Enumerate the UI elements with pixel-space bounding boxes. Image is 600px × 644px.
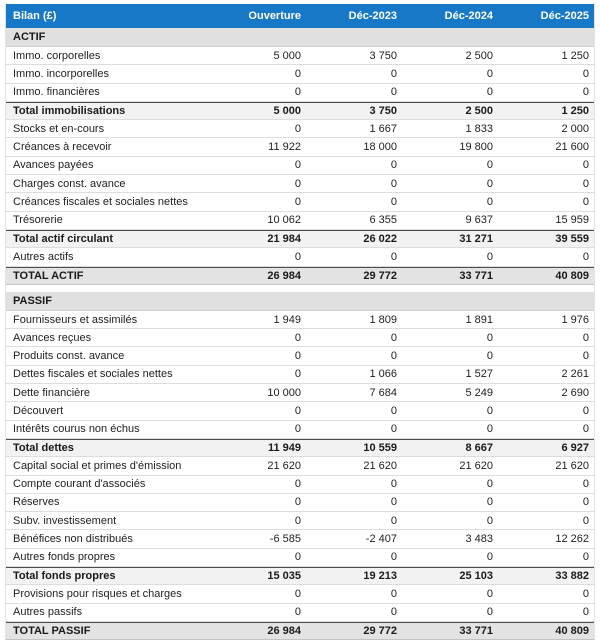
cell-value: 0: [294, 177, 301, 190]
row-label: TOTAL ACTIF: [13, 269, 84, 282]
table-row: [6, 494, 594, 512]
column-header: Déc-2024: [444, 10, 493, 22]
table-row: [6, 476, 594, 494]
row-label: Total immobilisations: [13, 105, 126, 118]
cell-value: 0: [390, 404, 397, 417]
cell-value: 5 000: [273, 105, 301, 118]
cell-value: 10 062: [267, 214, 301, 227]
row-label: Dette financière: [13, 386, 91, 399]
row-label: Total actif circulant: [13, 233, 114, 246]
row-label: Avances reçues: [13, 331, 92, 344]
row-label: Stocks et en-cours: [13, 122, 105, 135]
table-row: [6, 384, 594, 402]
cell-value: 0: [486, 159, 493, 172]
cell-value: 0: [294, 86, 301, 99]
cell-value: 40 809: [555, 269, 589, 282]
row-label: TOTAL PASSIF: [13, 625, 91, 638]
cell-value: 0: [582, 551, 589, 564]
cell-value: -2 407: [365, 533, 397, 546]
cell-value: 2 500: [465, 49, 493, 62]
cell-value: 18 000: [363, 141, 397, 154]
cell-value: 0: [582, 423, 589, 436]
cell-value: 12 262: [555, 533, 589, 546]
row-label: Autres actifs: [13, 250, 74, 263]
cell-value: 0: [390, 86, 397, 99]
table-row: [6, 622, 594, 640]
cell-value: 0: [486, 551, 493, 564]
cell-value: 3 750: [369, 49, 397, 62]
cell-value: 0: [582, 404, 589, 417]
cell-value: 0: [486, 86, 493, 99]
row-label: Créances fiscales et sociales nettes: [13, 196, 188, 209]
cell-value: 0: [294, 423, 301, 436]
column-header: Déc-2023: [348, 10, 397, 22]
cell-value: 0: [390, 514, 397, 527]
cell-value: 15 035: [267, 570, 301, 583]
cell-value: 8 667: [465, 442, 493, 455]
cell-value: 21 984: [267, 233, 301, 246]
table-row: [6, 193, 594, 211]
cell-value: 5 249: [465, 386, 493, 399]
cell-value: 0: [582, 159, 589, 172]
cell-value: 11 922: [268, 141, 301, 154]
cell-value: 0: [486, 423, 493, 436]
cell-value: 0: [582, 196, 589, 209]
cell-value: 0: [486, 350, 493, 363]
cell-value: 21 620: [363, 459, 397, 472]
cell-value: 0: [390, 331, 397, 344]
cell-value: 0: [486, 514, 493, 527]
cell-value: 0: [486, 67, 493, 80]
cell-value: 0: [390, 606, 397, 619]
table-row: [6, 439, 594, 457]
row-label: Charges const. avance: [13, 177, 126, 190]
table-row: [6, 585, 594, 603]
cell-value: 0: [294, 368, 301, 381]
cell-value: 6 355: [369, 214, 397, 227]
row-label: Compte courant d'associés: [13, 478, 146, 491]
cell-value: 0: [486, 196, 493, 209]
table-row: [6, 311, 594, 329]
balance-sheet: [5, 4, 595, 640]
row-label: Découvert: [13, 404, 64, 417]
cell-value: 10 559: [363, 442, 397, 455]
cell-value: 6 927: [561, 442, 589, 455]
cell-value: 0: [294, 496, 301, 509]
table-header-row: [6, 4, 594, 28]
table-row: [6, 402, 594, 420]
cell-value: 0: [390, 423, 397, 436]
cell-value: 7 684: [369, 386, 397, 399]
cell-value: 0: [582, 177, 589, 190]
cell-value: 0: [486, 250, 493, 263]
cell-value: 3 483: [465, 533, 493, 546]
table-row: [6, 457, 594, 475]
table-row: [6, 212, 594, 230]
cell-value: 19 213: [363, 570, 397, 583]
table-row: [6, 549, 594, 567]
table-row: [6, 366, 594, 384]
row-label: Dettes fiscales et sociales nettes: [13, 368, 173, 381]
cell-value: 31 271: [459, 233, 493, 246]
cell-value: 0: [582, 331, 589, 344]
cell-value: 0: [486, 496, 493, 509]
row-label: Produits const. avance: [13, 350, 125, 363]
cell-value: 1 809: [369, 313, 397, 326]
cell-value: 5 000: [273, 49, 301, 62]
cell-value: 0: [486, 404, 493, 417]
cell-value: 11 949: [267, 442, 301, 455]
table-row: [6, 604, 594, 622]
cell-value: 0: [294, 350, 301, 363]
section-spacer: [6, 285, 594, 292]
table-row: [6, 230, 594, 248]
row-label: Autres fonds propres: [13, 551, 116, 564]
cell-value: 1 250: [561, 49, 589, 62]
table-body: [6, 28, 594, 640]
cell-value: 0: [390, 587, 397, 600]
table-row: [6, 512, 594, 530]
cell-value: 0: [486, 587, 493, 600]
table-row: [6, 84, 594, 102]
cell-value: 26 022: [363, 233, 397, 246]
cell-value: 2 500: [465, 105, 493, 118]
cell-value: 3 750: [369, 105, 397, 118]
cell-value: 0: [294, 404, 301, 417]
row-label: Immo. corporelles: [13, 49, 101, 62]
cell-value: 1 976: [561, 313, 589, 326]
cell-value: 21 620: [555, 459, 589, 472]
cell-value: 0: [294, 514, 301, 527]
cell-value: 33 771: [459, 269, 493, 282]
cell-value: 0: [390, 478, 397, 491]
cell-value: 2 261: [561, 368, 589, 381]
column-header: Déc-2025: [540, 10, 589, 22]
row-label: Bénéfices non distribués: [13, 533, 133, 546]
cell-value: 15 959: [555, 214, 589, 227]
table-title: Bilan (£): [13, 10, 57, 22]
row-label: Trésorerie: [13, 214, 63, 227]
table-row: [6, 47, 594, 65]
table-row: [6, 65, 594, 83]
row-label: Provisions pour risques et charges: [13, 587, 182, 600]
cell-value: 0: [486, 606, 493, 619]
row-label: Total dettes: [13, 442, 74, 455]
cell-value: 0: [294, 331, 301, 344]
cell-value: 1 949: [273, 313, 301, 326]
cell-value: 21 620: [459, 459, 493, 472]
cell-value: 0: [486, 177, 493, 190]
cell-value: 0: [390, 196, 397, 209]
row-label: Autres passifs: [13, 606, 83, 619]
cell-value: 0: [294, 122, 301, 135]
cell-value: 0: [582, 496, 589, 509]
cell-value: 0: [582, 606, 589, 619]
cell-value: 0: [390, 250, 397, 263]
cell-value: 1 833: [465, 122, 493, 135]
column-header: Ouverture: [248, 10, 301, 22]
cell-value: 0: [390, 177, 397, 190]
cell-value: 0: [294, 551, 301, 564]
cell-value: 40 809: [555, 625, 589, 638]
table-row: [6, 175, 594, 193]
cell-value: 0: [294, 159, 301, 172]
row-label: Créances à recevoir: [13, 141, 112, 154]
cell-value: 39 559: [555, 233, 589, 246]
cell-value: 9 637: [465, 214, 493, 227]
cell-value: 0: [294, 196, 301, 209]
cell-value: 21 600: [555, 141, 589, 154]
row-label: Immo. incorporelles: [13, 67, 109, 80]
table-row: [6, 157, 594, 175]
row-label: Capital social et primes d'émission: [13, 459, 182, 472]
cell-value: 29 772: [363, 269, 397, 282]
row-label: Intérêts courus non échus: [13, 423, 140, 436]
table-row: [6, 530, 594, 548]
cell-value: 0: [582, 514, 589, 527]
cell-value: 0: [582, 67, 589, 80]
section-header-actif: ACTIF: [6, 28, 594, 47]
table-row: [6, 120, 594, 138]
table-row: [6, 248, 594, 266]
cell-value: 29 772: [363, 625, 397, 638]
cell-value: 0: [294, 587, 301, 600]
cell-value: 1 066: [369, 368, 397, 381]
cell-value: 21 620: [267, 459, 301, 472]
cell-value: 0: [582, 250, 589, 263]
row-label: Fournisseurs et assimilés: [13, 313, 138, 326]
table-row: [6, 138, 594, 156]
cell-value: 1 527: [465, 368, 493, 381]
section-header-passif: PASSIF: [6, 292, 594, 311]
cell-value: 0: [582, 86, 589, 99]
cell-value: 0: [294, 67, 301, 80]
table-row: [6, 567, 594, 585]
row-label: Réserves: [13, 496, 60, 509]
row-label: Immo. financières: [13, 86, 100, 99]
cell-value: 0: [486, 478, 493, 491]
cell-value: 0: [294, 250, 301, 263]
table-row: [6, 421, 594, 439]
cell-value: 0: [294, 478, 301, 491]
cell-value: 33 882: [555, 570, 589, 583]
cell-value: 2 690: [561, 386, 589, 399]
row-label: Total fonds propres: [13, 570, 116, 583]
cell-value: 0: [582, 587, 589, 600]
cell-value: 10 000: [267, 386, 301, 399]
cell-value: 25 103: [459, 570, 493, 583]
table-row: [6, 347, 594, 365]
cell-value: 26 984: [267, 269, 301, 282]
row-label: Subv. investissement: [13, 514, 117, 527]
cell-value: 0: [294, 606, 301, 619]
cell-value: 0: [390, 159, 397, 172]
cell-value: 0: [390, 350, 397, 363]
table-row: [6, 102, 594, 120]
cell-value: 0: [390, 496, 397, 509]
cell-value: 0: [486, 331, 493, 344]
cell-value: 1 250: [561, 105, 589, 118]
row-label: Avances payées: [13, 159, 94, 172]
cell-value: 1 891: [465, 313, 493, 326]
cell-value: 33 771: [459, 625, 493, 638]
cell-value: 0: [390, 551, 397, 564]
table-row: [6, 329, 594, 347]
cell-value: 0: [582, 478, 589, 491]
cell-value: 26 984: [267, 625, 301, 638]
cell-value: -6 585: [269, 533, 301, 546]
cell-value: 19 800: [459, 141, 493, 154]
cell-value: 2 000: [561, 122, 589, 135]
cell-value: 0: [390, 67, 397, 80]
table-row: [6, 267, 594, 285]
cell-value: 1 667: [369, 122, 397, 135]
cell-value: 0: [582, 350, 589, 363]
